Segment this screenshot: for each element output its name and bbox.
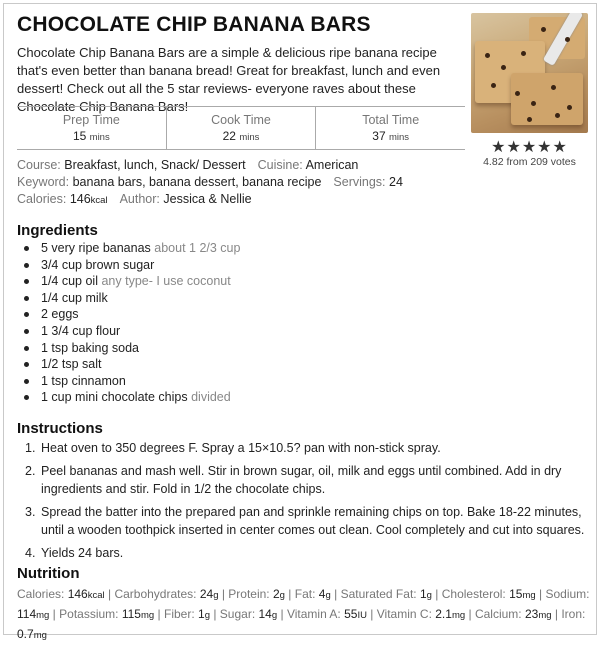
meta-row-course: Course: Breakfast, lunch, Snack/ Dessert Cuisine: American [17,158,359,172]
instructions-heading: Instructions [17,420,103,437]
calories-value: 146 [69,192,91,206]
ingredient-item: 3/4 cup brown sugar [17,257,240,274]
ingredient-item: 2 eggs [17,306,240,323]
ingredient-item: 1 tsp baking soda [17,340,240,357]
ingredients-list [17,240,240,406]
recipe-card [3,3,597,641]
time-label: Total Time [362,113,420,127]
time-label: Prep Time [62,113,120,127]
instructions-list [17,439,595,567]
meta-row-calories: Calories: 146kcal Author: Jessica & Nellie [17,192,252,206]
ingredient-item: 1/2 tsp salt [17,356,240,373]
time-value: 37 mins [372,129,410,143]
total-time [315,107,465,149]
ingredient-item: 1/4 cup oil any type- I use coconut [17,273,240,290]
ingredient-item: 1 tsp cinnamon [17,373,240,390]
recipe-photo[interactable] [471,13,588,133]
ingredient-item: 1 cup mini chocolate chips divided [17,389,240,406]
author-value: Jessica & Nellie [163,192,252,206]
instruction-step: 3. Spread the batter into the prepared pan and sprinkle remaining chips on top. Bake 18-22 minutes, until a wooden toothpick inserted in center comes out clean. Cool completely and cut into squares. [25,505,585,537]
time-value: 22 mins [222,129,260,143]
instruction-step: 2. Peel bananas and mash well. Stir in brown sugar, oil, milk and eggs until combined. Add in dry ingredients and stir. Fold in 1/2 the chocolate chips. [25,464,562,496]
time-value: 15 mins [72,129,110,143]
nutrition-facts: Calories: 146kcal | Carbohydrates: 24g | Protein: 2g | Fat: 4g | Saturated Fat: 1g | Cholesterol: 15mg | Sodium: 114mg | Potassium: 115mg | Fiber: 1g | Sugar: 14g | Vitamin A: 55IU | Vitamin C: 2.1mg | Calcium: 23mg | Iron: 0.7mg [17,587,590,641]
ingredient-item: 1 3/4 cup flour [17,323,240,340]
recipe-times [17,106,465,150]
prep-time [17,107,166,149]
keyword-value: banana bars, banana dessert, banana recipe [72,175,322,189]
meta-row-keyword: Keyword: banana bars, banana dessert, banana recipe Servings: 24 [17,175,403,189]
instruction-step: 4. Yields 24 bars. [25,546,124,560]
time-label: Cook Time [211,113,271,127]
cook-time [166,107,316,149]
ingredients-heading: Ingredients [17,222,98,239]
instruction-step: 1. Heat oven to 350 degrees F. Spray a 15×10.5? pan with non-stick spray. [25,441,441,455]
cuisine-value[interactable]: American [305,158,359,172]
course-value[interactable]: Breakfast, lunch, Snack/ Dessert [64,158,246,172]
ingredient-item: 5 very ripe bananas about 1 2/3 cup [17,240,240,257]
recipe-title: CHOCOLATE CHIP BANANA BARS [17,13,371,36]
rating-votes: 4.82 from 209 votes [483,156,576,168]
ingredient-item: 1/4 cup milk [17,290,240,307]
recipe-summary: Chocolate Chip Banana Bars are a simple & delicious ripe banana recipe that's even better than banana bread! Great for breakfast, lunch and even dessert! Check out all the 5 star reviews- everyone raves about these Chocolate Chip Banana Bars! [17,45,441,114]
nutrition-heading: Nutrition [17,565,80,582]
servings-value[interactable]: 24 [389,175,403,189]
star-rating[interactable]: ★★★★★ [491,139,568,156]
